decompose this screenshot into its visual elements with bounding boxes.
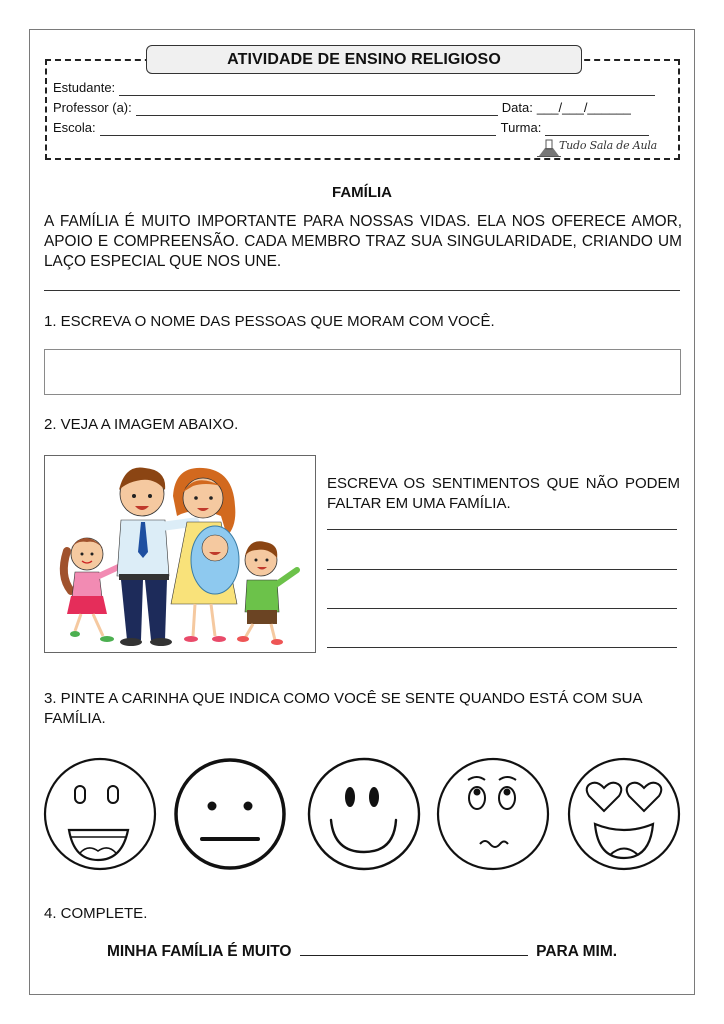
question-2-prompt: ESCREVA OS SENTIMENTOS QUE NÃO PODEM FALTAR EM UMA FAMÍLIA. xyxy=(327,475,680,512)
question-4: 4. COMPLETE. xyxy=(44,905,148,922)
sentence-blank-input[interactable] xyxy=(300,942,528,956)
worksheet-title: ATIVIDADE DE ENSINO RELIGIOSO xyxy=(146,45,582,74)
smiling-face-icon[interactable] xyxy=(306,756,422,872)
feelings-answer-line-2[interactable] xyxy=(327,569,677,570)
brand-logo xyxy=(537,138,658,158)
feelings-answer-line-1[interactable] xyxy=(327,529,677,530)
class-label: Turma: xyxy=(500,120,542,135)
class-input-line[interactable] xyxy=(545,123,649,136)
school-label: Escola: xyxy=(53,120,96,135)
school-input-line[interactable] xyxy=(100,123,496,136)
student-label: Estudante: xyxy=(53,80,116,95)
teacher-field xyxy=(53,100,631,116)
neutral-face-icon[interactable] xyxy=(172,756,288,872)
question-3: 3. PINTE A CARINHA QUE INDICA COMO VOCÊ SE SENTE QUANDO ESTÁ COM SUA FAMÍLIA. xyxy=(44,690,642,727)
feelings-answer-line-4[interactable] xyxy=(327,647,677,648)
feelings-answer-line-3[interactable] xyxy=(327,608,677,609)
family-illustration-icon xyxy=(45,456,316,653)
complete-sentence xyxy=(29,942,695,961)
sentence-end: PARA MIM. xyxy=(536,943,618,960)
question-1-answer-box[interactable] xyxy=(44,349,681,395)
grinning-face-icon[interactable] xyxy=(42,756,158,872)
heart-eyes-face-icon[interactable] xyxy=(566,756,682,872)
teacher-label: Professor (a): xyxy=(53,100,132,115)
intro-paragraph: A FAMÍLIA É MUITO IMPORTANTE PARA NOSSAS VIDAS. ELA NOS OFERECE AMOR, APOIO E COMPREENSÃO. CADA MEMBRO TRAZ SUA SINGULARIDADE, CRIANDO UM LAÇO ESPECIAL QUE NOS UNE. xyxy=(44,213,682,270)
worried-face-icon[interactable] xyxy=(435,756,551,872)
student-field xyxy=(53,80,655,96)
date-label: Data: xyxy=(501,100,533,115)
section-title: FAMÍLIA xyxy=(332,184,392,201)
graduation-cap-icon xyxy=(537,138,561,158)
family-illustration xyxy=(44,455,316,653)
question-1: 1. ESCREVA O NOME DAS PESSOAS QUE MORAM COM VOCÊ. xyxy=(44,313,495,330)
logo-text: Tudo Sala de Aula xyxy=(559,139,658,152)
teacher-input-line[interactable] xyxy=(136,103,498,116)
student-input-line[interactable] xyxy=(119,83,655,96)
divider-line xyxy=(44,290,680,291)
question-2: 2. VEJA A IMAGEM ABAIXO. xyxy=(44,416,239,433)
date-input[interactable]: ___/___/______ xyxy=(536,100,631,115)
faces-row xyxy=(42,756,682,874)
school-field xyxy=(53,120,649,136)
sentence-start: MINHA FAMÍLIA É MUITO xyxy=(106,943,292,960)
